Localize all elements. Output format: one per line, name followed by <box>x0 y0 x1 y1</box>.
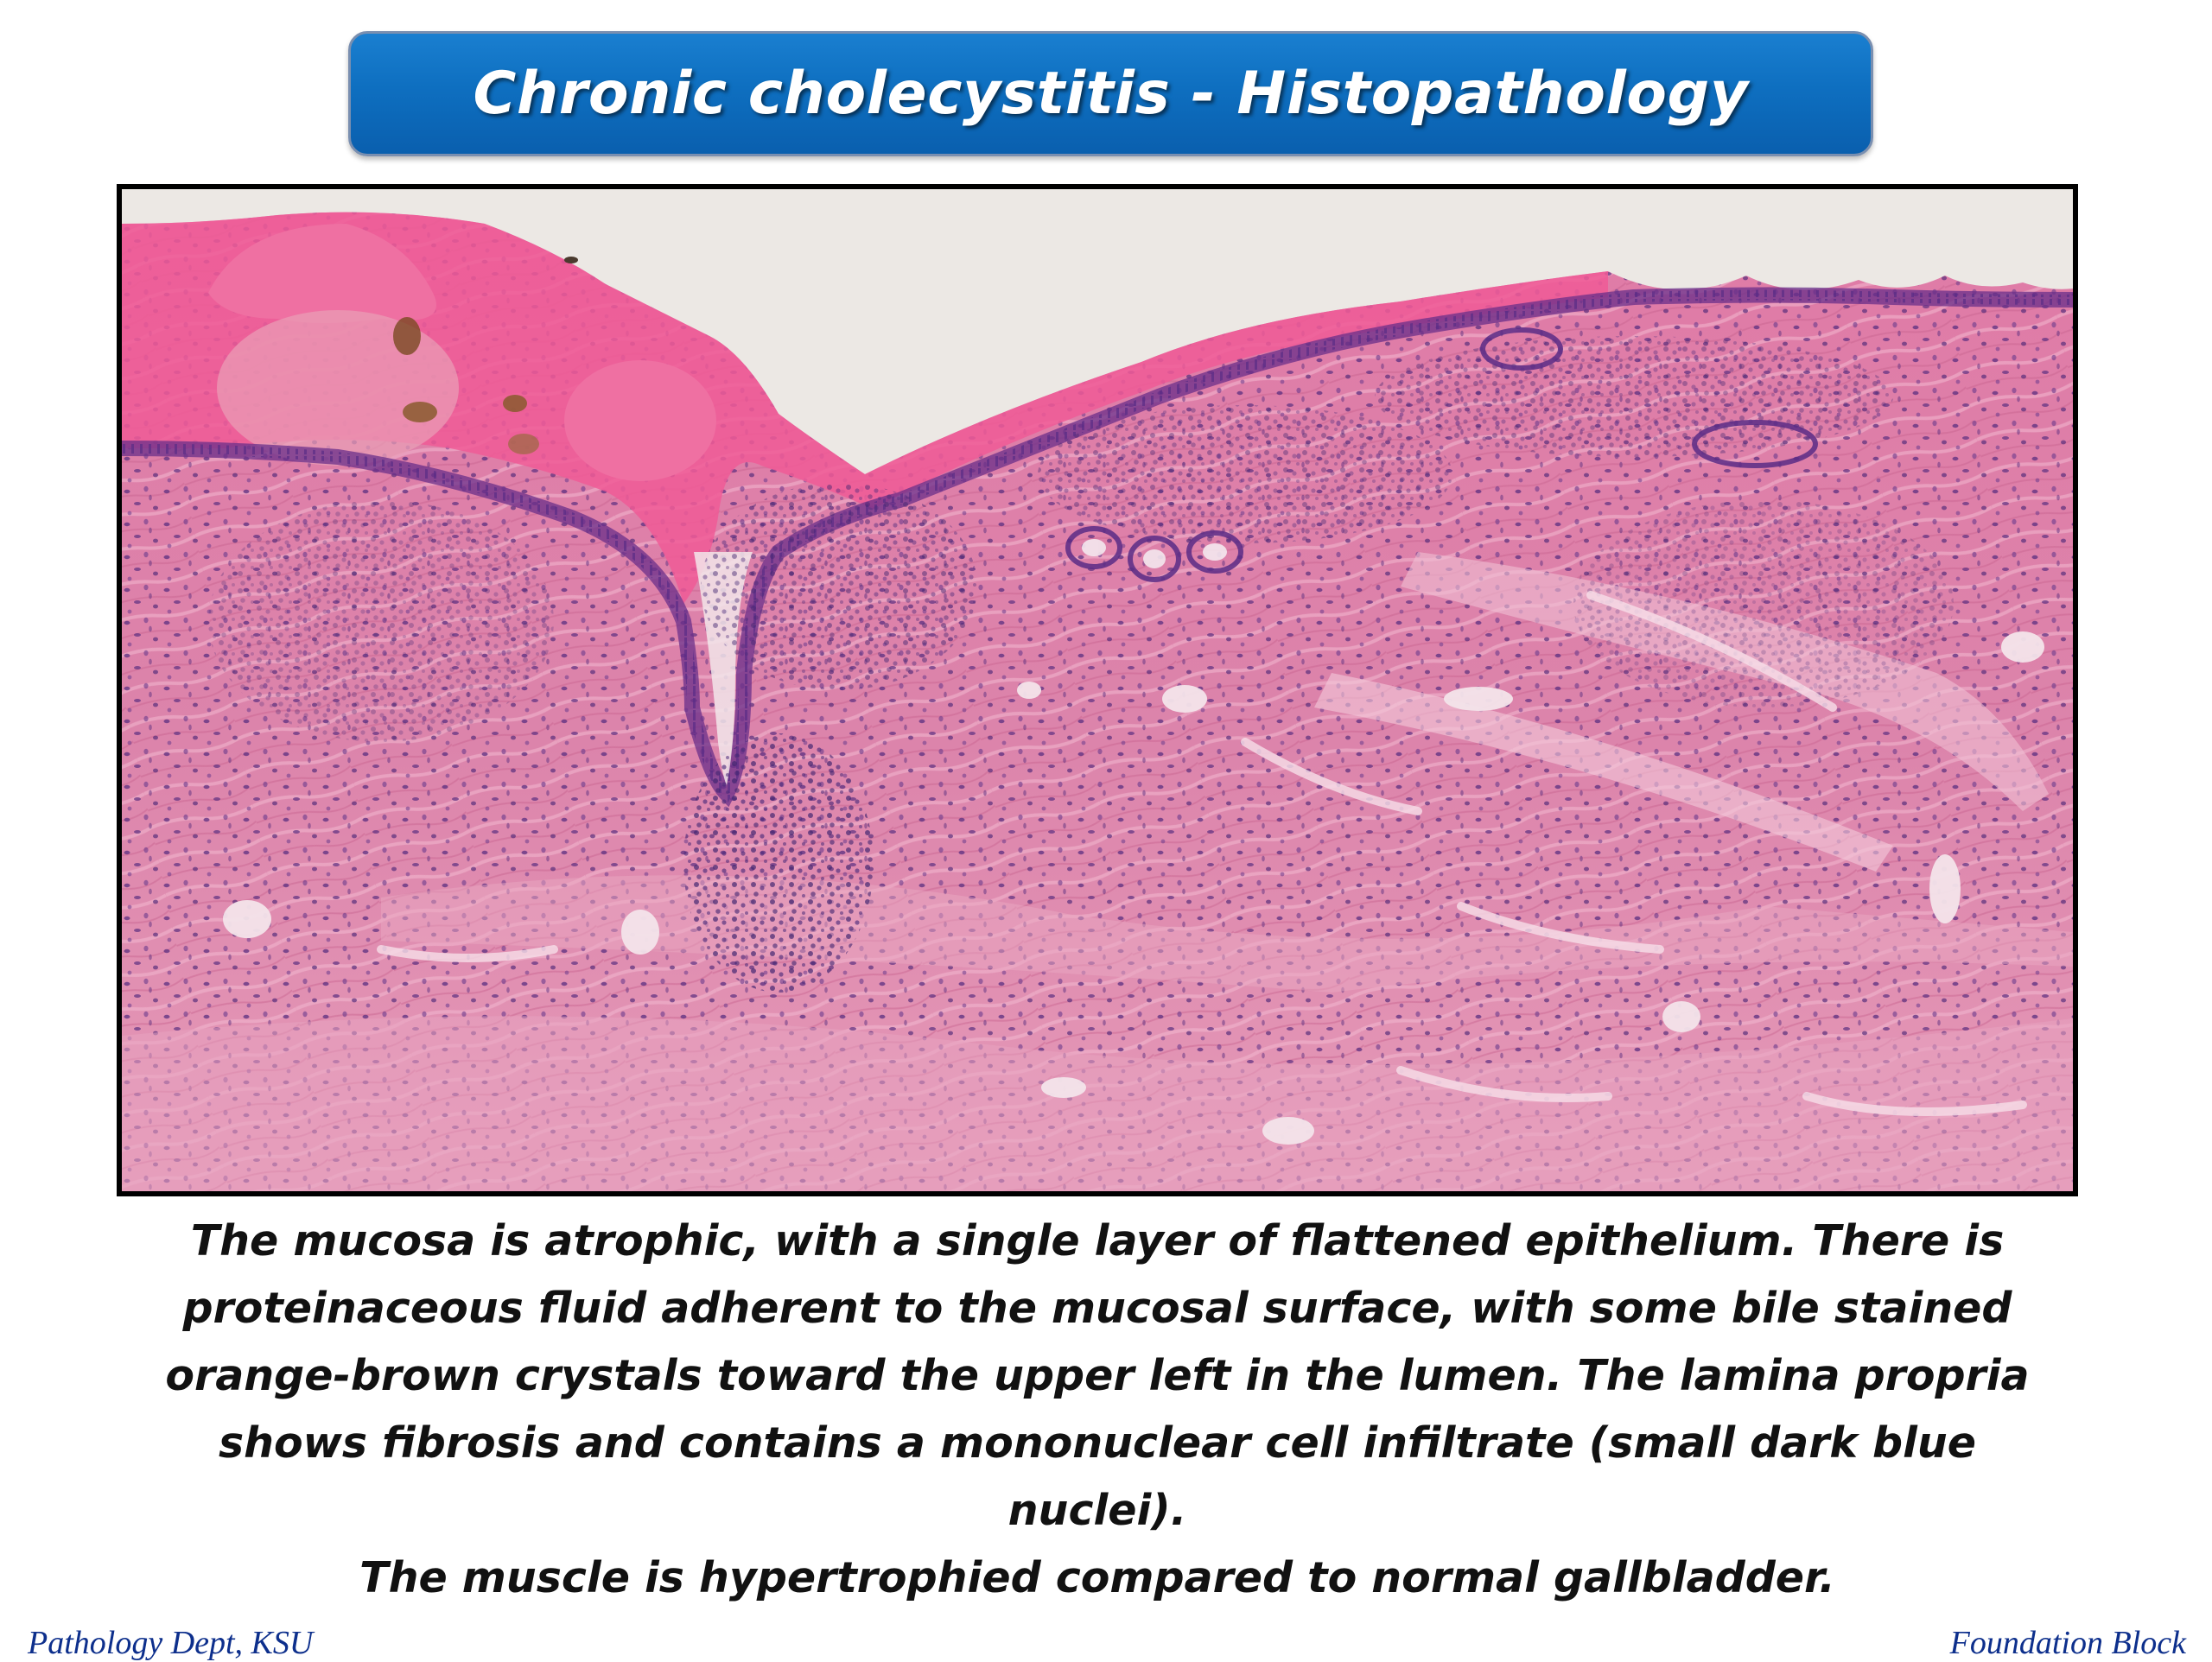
histology-micrograph <box>117 184 2078 1196</box>
title-banner <box>348 31 1873 156</box>
slide-description <box>130 1208 2065 1612</box>
description-paragraph-muscle: The muscle is hypertrophied compared to normal gallbladder. <box>359 1553 1835 1602</box>
footer-department: Pathology Dept, KSU <box>28 1625 314 1661</box>
histology-image <box>122 189 2073 1191</box>
footer-block: Foundation Block <box>1949 1625 2186 1661</box>
description-paragraph-mucosa: The mucosa is atrophic, with a single layer of flattened epithelium. There is proteinaceous fluid adherent to the mucosal surface, with some bile stained orange-brown crystals toward the upper left in the lumen. The lamina propria shows fibrosis and contains a mononuclear cell infiltrate (small dark blue nuclei). <box>165 1216 2030 1535</box>
slide-title: Chronic cholecystitis - Histopathology <box>473 60 1749 128</box>
